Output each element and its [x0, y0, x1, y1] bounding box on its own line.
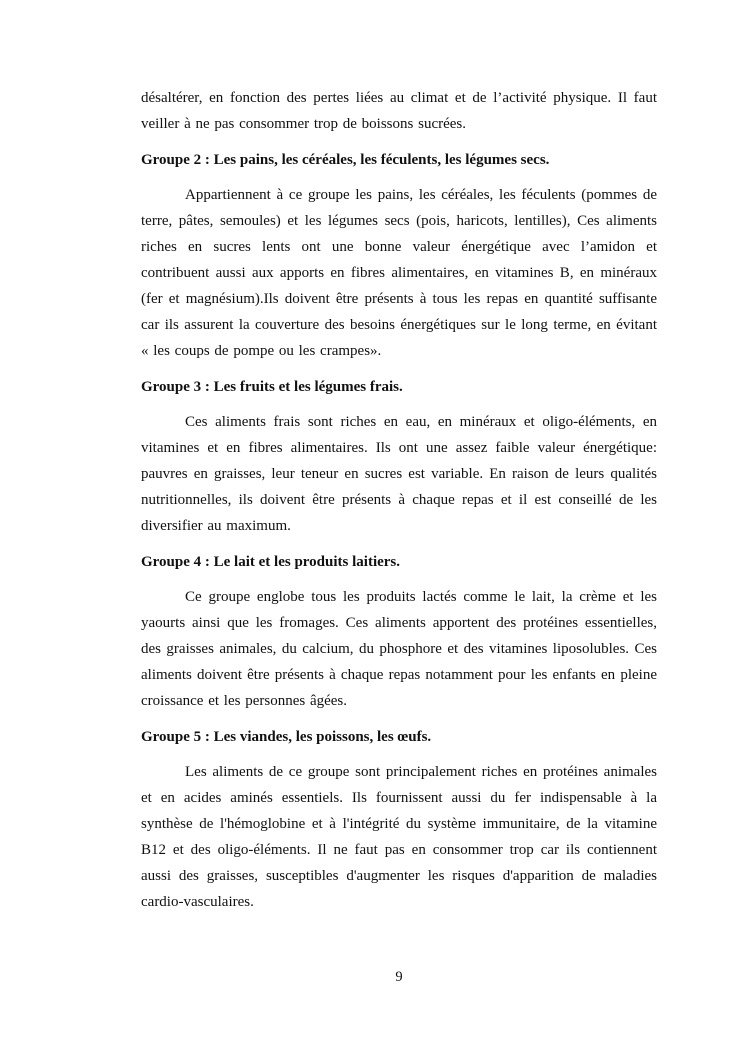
section-heading-groupe-4: Groupe 4 : Le lait et les produits laitiers. — [141, 554, 401, 570]
page-number: 9 — [395, 969, 403, 985]
paragraph-groupe-5: Les aliments de ce groupe sont principalement riches en protéines animales et en acides aminés essentiels. Ils fournissent aussi du fer indispensable à la synthèse de l'hémoglobine et à l'intégrité du système immunitaire, de la vitamine B12 et des oligo-éléments. Il ne faut pas en consommer trop car ils contiennent aussi des graisses, susceptibles d'augmenter les risques d'apparition de maladies cardio-vasculaires. — [141, 764, 657, 910]
section-heading-groupe-5: Groupe 5 : Les viandes, les poissons, les œufs. — [141, 729, 432, 745]
section-heading-groupe-3: Groupe 3 : Les fruits et les légumes frais. — [141, 379, 403, 395]
paragraph-groupe-2: Appartiennent à ce groupe les pains, les céréales, les féculents (pommes de terre, pâtes, semoules) et les légumes secs (pois, haricots, lentilles), Ces aliments riches en sucres lents ont une bonne valeur énergétique avec l’amidon et contribuent aussi aux apports en fibres alimentaires, en vitamines B, en minéraux (fer et magnésium).Ils doivent être présents à tous les repas en quantité suffisante car ils assurent la couverture des besoins énergétiques sur le long terme, en évitant « les coups de pompe ou les crampes». — [141, 187, 657, 359]
paragraph-groupe-4: Ce groupe englobe tous les produits lactés comme le lait, la crème et les yaourts ainsi que les fromages. Ces aliments apportent des protéines essentielles, des graisses animales, du calcium, du phosphore et des vitamines liposolubles. Ces aliments doivent être présents à chaque repas notamment pour les enfants en pleine croissance et les personnes âgées. — [141, 589, 657, 709]
paragraph-continuation-water-group: désaltérer, en fonction des pertes liées au climat et de l’activité physique. Il faut veiller à ne pas consommer trop de boissons sucrées. — [141, 90, 657, 132]
text-column — [141, 85, 657, 915]
paragraph-groupe-3: Ces aliments frais sont riches en eau, en minéraux et oligo-éléments, en vitamines et en fibres alimentaires. Ils ont une assez faible valeur énergétique: pauvres en graisses, leur teneur en sucres est variable. En raison de leurs qualités nutritionnelles, ils doivent être présents à chaque repas et il est conseillé de les diversifier au maximum. — [141, 414, 657, 534]
section-heading-groupe-2: Groupe 2 : Les pains, les céréales, les féculents, les légumes secs. — [141, 152, 550, 168]
